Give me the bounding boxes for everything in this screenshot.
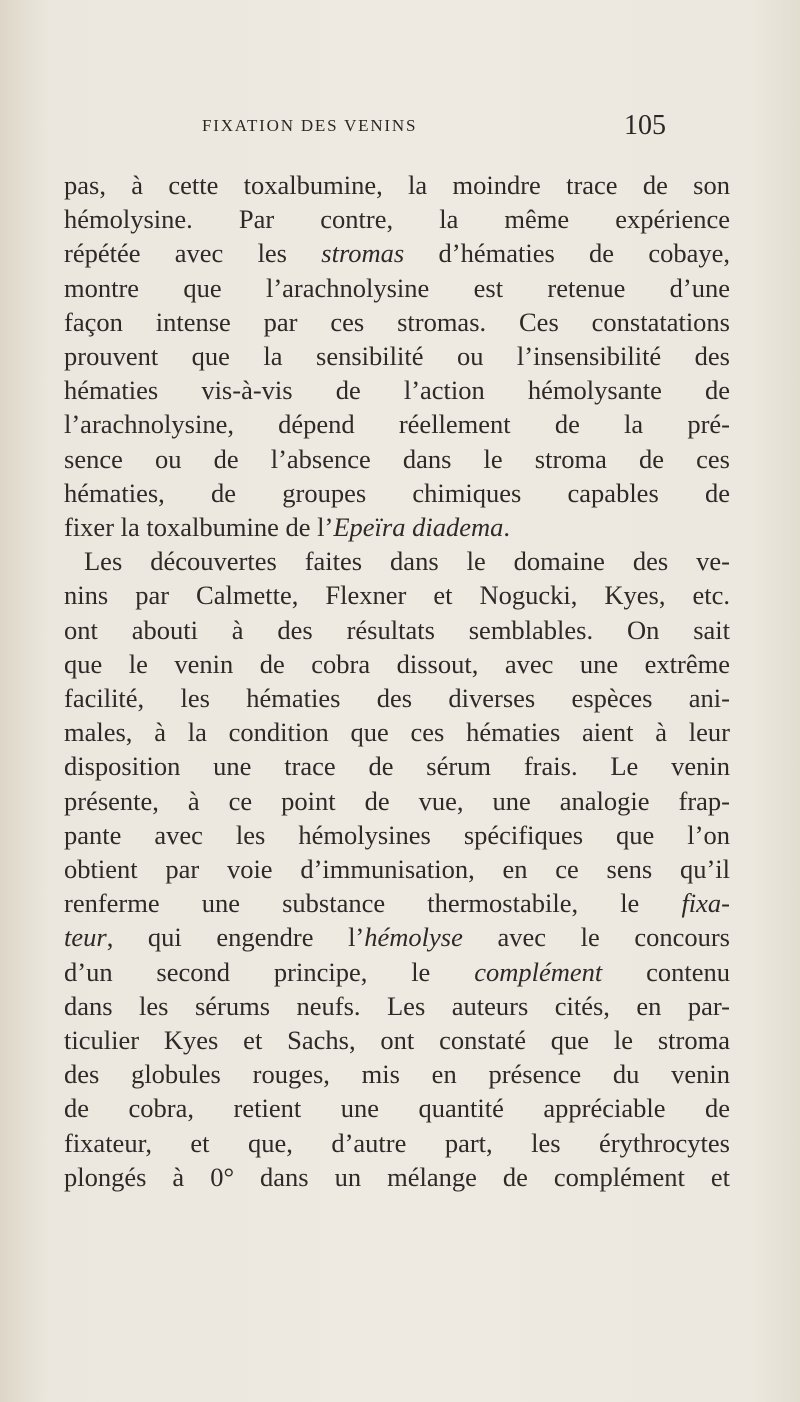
text-line	[64, 271, 730, 305]
text-line	[64, 202, 730, 236]
text-line	[64, 578, 730, 612]
text-line	[64, 920, 730, 954]
italic-text: stromas	[321, 238, 405, 269]
text-line	[64, 1160, 730, 1194]
text-run: plongés à 0° dans un mélange de complément et	[64, 1161, 730, 1192]
text-line	[64, 476, 730, 510]
text-run: que le venin de cobra dissout, avec une extrême	[64, 648, 730, 679]
text-line	[64, 1057, 730, 1091]
text-run: ticulier Kyes et Sachs, ont constaté que le stroma	[64, 1025, 730, 1055]
text-run: de cobra, retient une quantité appréciable de	[64, 1093, 730, 1124]
text-line	[64, 168, 730, 202]
text-line	[64, 681, 730, 715]
text-run: répétée avec les	[64, 238, 322, 269]
text-run: facilité, les hématies des diverses espèces ani-	[64, 683, 730, 713]
text-run: pas, à cette toxalbumine, la moindre trace de son	[64, 170, 730, 200]
text-line	[64, 886, 730, 920]
text-line	[64, 715, 730, 749]
text-run: Les découvertes faites dans le domaine des ve-	[84, 546, 730, 577]
italic-text: Epeïra diadema	[333, 512, 504, 542]
text-run: d’hématies de cobaye,	[404, 238, 730, 269]
text-run: hémolysine. Par contre, la même expérience	[64, 204, 730, 235]
text-line	[64, 852, 730, 886]
text-run: avec le concours	[462, 922, 730, 953]
text-line	[64, 510, 730, 544]
text-run: fixer la toxalbumine de l’	[64, 512, 334, 542]
text-line	[64, 236, 730, 270]
text-run: façon intense par ces stromas. Ces constatations	[64, 306, 730, 337]
text-line	[84, 544, 730, 578]
text-line	[64, 613, 730, 647]
text-run: d’un second principe, le	[64, 956, 475, 987]
text-line	[64, 818, 730, 852]
text-line	[64, 784, 730, 818]
running-title: FIXATION DES VENINS	[202, 116, 418, 135]
text-run: ont abouti à des résultats semblables. On sait	[64, 614, 730, 645]
text-line	[64, 1091, 730, 1125]
text-run: dans les sérums neufs. Les auteurs cités, en par-	[64, 990, 730, 1021]
text-line	[64, 1023, 730, 1057]
text-run: montre que l’arachnolysine est retenue d’une	[64, 272, 730, 303]
text-run: pante avec les hémolysines spécifiques que l’on	[64, 819, 730, 850]
text-run: , qui engendre l’	[106, 922, 365, 953]
text-run: .	[503, 512, 510, 542]
text-line	[64, 407, 730, 441]
text-run: hématies vis-à-vis de l’action hémolysante de	[64, 375, 730, 406]
page-number: 105	[624, 110, 666, 141]
text-run: obtient par voie d’immunisation, en ce sens qu’il	[64, 854, 730, 884]
text-line	[64, 989, 730, 1023]
italic-text: complément	[474, 956, 603, 987]
text-line	[64, 373, 730, 407]
text-run: renferme une substance thermostabile, le	[64, 888, 682, 919]
italic-text: teur	[64, 922, 107, 953]
text-run: hématies, de groupes chimiques capables de	[64, 477, 730, 508]
text-run: males, à la condition que ces hématies aient à leur	[64, 717, 730, 748]
text-line	[64, 442, 730, 476]
text-run: fixateur, et que, d’autre part, les érythrocytes	[64, 1127, 730, 1158]
text-line	[64, 749, 730, 783]
text-line	[64, 647, 730, 681]
text-line	[64, 339, 730, 373]
text-run: présente, à ce point de vue, une analogie frap-	[64, 785, 730, 816]
italic-text: fixa-	[681, 888, 730, 919]
text-run: l’arachnolysine, dépend réellement de la pré-	[64, 409, 730, 440]
text-line	[64, 955, 730, 989]
text-run: prouvent que la sensibilité ou l’insensibilité des	[64, 341, 730, 371]
text-run: contenu	[602, 956, 730, 987]
text-run: sence ou de l’absence dans le stroma de ces	[64, 443, 730, 474]
italic-text: hémolyse	[364, 922, 463, 953]
text-line	[64, 305, 730, 339]
text-run: des globules rouges, mis en présence du venin	[64, 1059, 730, 1090]
text-run: nins par Calmette, Flexner et Nogucki, Kyes, etc.	[64, 580, 730, 611]
text-line	[64, 1126, 730, 1160]
text-run: disposition une trace de sérum frais. Le venin	[64, 751, 730, 782]
